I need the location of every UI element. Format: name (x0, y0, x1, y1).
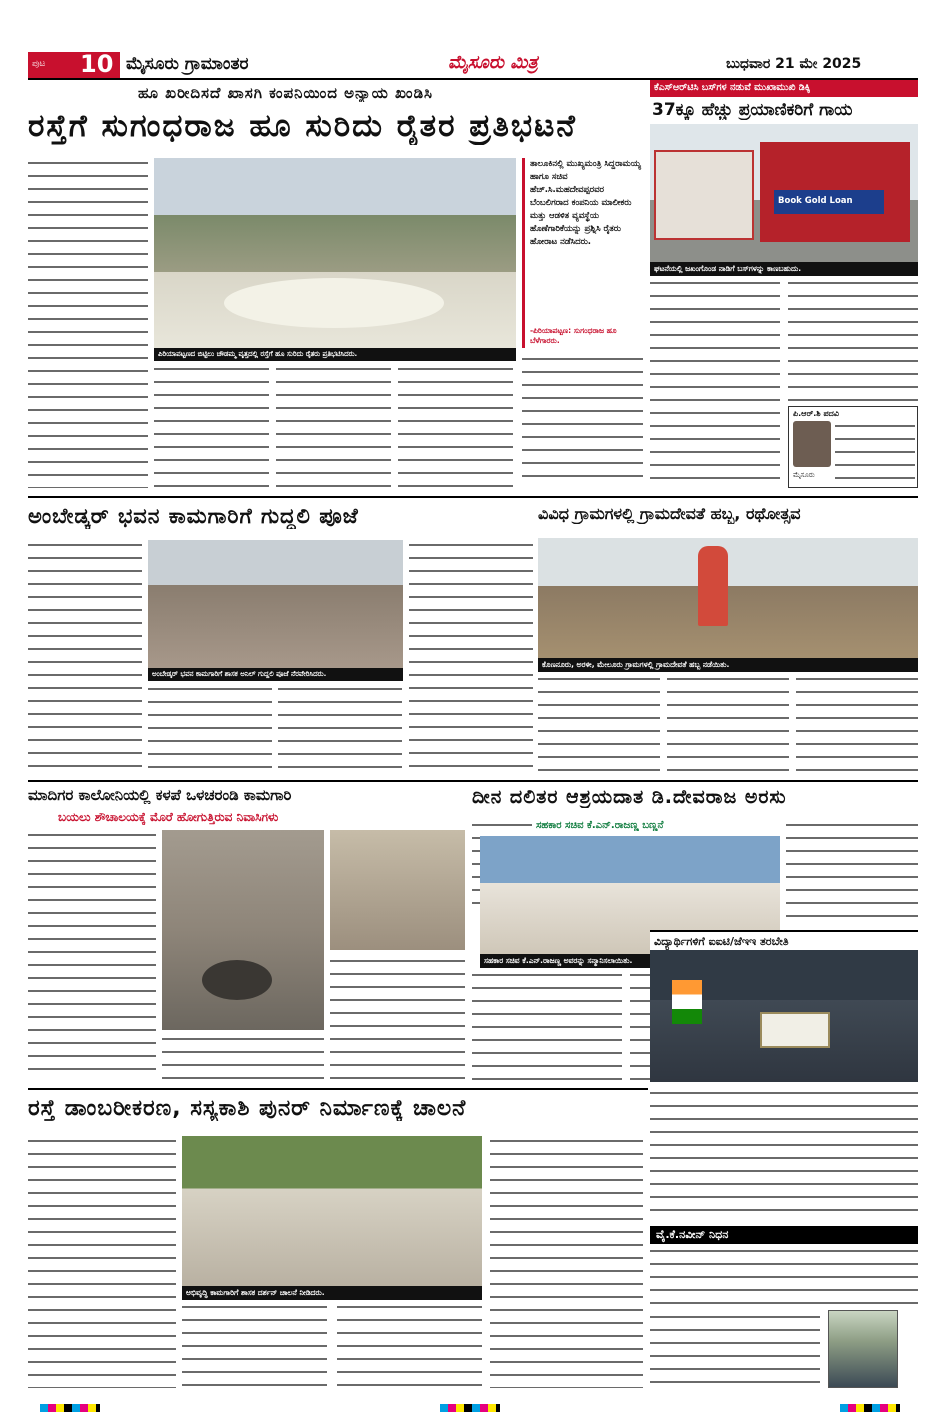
story1-headline: ರಸ್ತೆಗೆ ಸುಗಂಧರಾಜ ಹೂ ಸುರಿದು ರೈತರ ಪ್ರತಿಭಟನೆ (28, 108, 577, 144)
award-frame (760, 1012, 830, 1048)
story7-caption: ಅಭಿವೃದ್ಧಿ ಕಾಮಗಾರಿಗೆ ಶಾಸಕ ದರ್ಶನ್ ಚಾಲನೆ ನೀಡಿದರು. (182, 1286, 482, 1300)
story6-headline: ವಿದ್ಯಾರ್ಥಿಗಳಿಗೆ ಐಐಟಿ/ಜೆಇಇ ತರಬೇತಿ (650, 930, 918, 953)
story-drainage (28, 784, 465, 1084)
story3-photo (538, 538, 918, 658)
story7-body-col2 (182, 1302, 327, 1388)
story3-caption: ಕೊಣನೂರು, ಅರಳೀ, ಮೇಲೂರು ಗ್ರಾಮಗಳಲ್ಲಿ ಗ್ರಾಮದೇವತೆ ಹಬ್ಬ ನಡೆಯಿತು. (538, 658, 918, 672)
page-number: 10 (80, 50, 114, 78)
flower-heap (224, 278, 444, 328)
story4-photo2 (330, 830, 465, 950)
obituary1-portrait (793, 421, 831, 467)
story-ambedkar-bhavan (28, 500, 533, 776)
story-village-festivals (538, 500, 918, 776)
obituary1-box (788, 406, 918, 488)
story7-body-col4 (490, 1136, 643, 1388)
story1-body-col3 (276, 364, 391, 488)
story1-quote: ತಾಲೂಕಿನಲ್ಲಿ ಮುಖ್ಯಮಂತ್ರಿ ಸಿದ್ದರಾಮಯ್ಯ ಹಾಗೂ ಸಚಿವ ಹೆಚ್.ಸಿ.ಮಹದೇವಪ್ಪರವರ ಬೆಂಬಲಿಗರಾದ ಕಂಪನಿಯ ಮಾಲೀಕರು ಮತ್ತು ಆಡಳಿತ ವ್ಯವಸ್ಥೆಯ ಹೊಣೆಗಾರಿಕೆಯನ್ನು ಪ್ರಶ್ನಿಸಿ ರೈತರು ಹೋರಾಟ ನಡೆಸಿದರು. (530, 159, 641, 247)
bus-banner: Book Gold Loan (774, 190, 884, 214)
print-color-bar-center (440, 1404, 500, 1412)
story5-headline: ದೀನ ದಲಿತರ ಆಶ್ರಯದಾತ ಡಿ.ದೇವರಾಜ ಅರಸು (472, 786, 787, 808)
story6-photo (650, 950, 918, 1082)
chariot (698, 546, 728, 626)
story1-byline: -ಪಿರಿಯಾಪಟ್ಟಣ: ಸುಗಂಧರಾಜ ಹೂ ಬೆಳೆಗಾರರು. (530, 326, 617, 345)
story1-caption: ಪಿರಿಯಾಪಟ್ಟಣದ ಬಿಟ್ಟಿಲು ಚೌಡಮ್ಮ ವೃತ್ತದಲ್ಲಿ ರಸ್ತೆಗೆ ಹೂ ಸುರಿದು ರೈತರು ಪ್ರತಿಭಟಿಸಿದರು. (154, 348, 516, 361)
side-story-caption: ಘಟನೆಯಲ್ಲಿ ಜಖಂಗೊಂಡ ನಾಡಿಗೆ ಬಸ್‌ಗಳನ್ನು ಕಾಣಬಹುದು. (650, 262, 918, 276)
obituary1-subtitle: ಮೈಸೂರು (793, 471, 815, 479)
bus-left (654, 150, 754, 240)
story7-body-col3 (337, 1302, 482, 1388)
story4-body-col3 (162, 1034, 324, 1080)
story2-body-col4 (409, 540, 533, 772)
paper-name: ಮೈಸೂರು ಮಿತ್ರ (448, 52, 538, 73)
story2-caption: ಅಂಬೇಡ್ಕರ್ ಭವನ ಕಾಮಗಾರಿಗೆ ಶಾಸಕ ಅನಿಲ್ ಗುದ್ದಲಿ ಪೂಜೆ ನೆರವೇರಿಸಿದರು. (148, 668, 403, 681)
story4-headline: ಮಾದಿಗರ ಕಾಲೋನಿಯಲ್ಲಿ ಕಳಪೆ ಒಳಚರಂಡಿ ಕಾಮಗಾರಿ (28, 786, 292, 804)
section-rule-2 (28, 780, 918, 782)
section-rule-1 (28, 496, 918, 498)
obituary2-portrait (828, 1310, 898, 1388)
side-story-photo (650, 124, 918, 262)
obituary2-body (650, 1246, 918, 1308)
page-label: ಪುಟ (32, 59, 46, 69)
story4-body-col1 (28, 830, 156, 1080)
issue-date: ಬುಧವಾರ 21 ಮೇ 2025 (726, 56, 862, 72)
section-rule-3 (28, 1088, 648, 1090)
story4-photo (162, 830, 324, 1030)
manhole (202, 960, 272, 1000)
story7-body-col1 (28, 1136, 176, 1388)
side-story-body-col2 (788, 278, 918, 402)
story3-body-col3 (796, 674, 918, 772)
story2-headline: ಅಂಬೇಡ್ಕರ್ ಭವನ ಕಾಮಗಾರಿಗೆ ಗುದ್ದಲಿ ಪೂಜೆ (28, 504, 359, 528)
flag (672, 980, 702, 1024)
story1-body-col4 (398, 364, 513, 488)
story5-body-col2 (786, 820, 918, 926)
story-flower-protest (28, 80, 643, 492)
story2-photo (148, 540, 403, 668)
story-road-asphalting (28, 1092, 643, 1392)
story2-body-col2 (148, 684, 272, 772)
story5-caption: ಸಹಕಾರ ಸಚಿವ ಕೆ.ಎನ್.ರಾಜಣ್ಣ ಅವರನ್ನು ಸನ್ಮಾನಿಸಲಾಯಿತು. (480, 954, 780, 968)
story6-body (650, 1088, 918, 1216)
obituary1-name: ಪಿ.ಆರ್.ಶಿ ಪದವಿ (793, 409, 839, 418)
page-number-box (28, 52, 120, 78)
side-story-headline: 37ಕ್ಕೂ ಹೆಚ್ಚು ಪ್ರಯಾಣಿಕರಿಗೆ ಗಾಯ (652, 100, 853, 120)
story1-photo (154, 158, 516, 348)
story1-body-col2 (154, 364, 269, 488)
story1-kicker: ಹೂ ಖರೀದಿಸದೆ ಖಾಸಗಿ ಕಂಪನಿಯಿಂದ ಅನ್ಯಾಯ ಖಂಡಿಸಿ (138, 84, 433, 102)
print-color-bar-right (840, 1404, 900, 1412)
side-story-kicker: ಕೆಎಸ್‌ಆರ್‌ಟಿಸಿ ಬಸ್‌ಗಳ ನಡುವೆ ಮುಖಾಮುಖಿ ಡಿಕ್ಕಿ (650, 80, 918, 97)
story5-body-col3 (472, 970, 622, 1080)
obituary2-name: ವೈ.ಕೆ.ನವೀನ್ ನಿಧನ (650, 1226, 918, 1244)
story1-body-col1 (28, 158, 148, 488)
story2-body-col1 (28, 540, 142, 772)
masthead (28, 52, 918, 78)
side-story-body-col1 (650, 278, 780, 488)
story3-headline: ವಿವಿಧ ಗ್ರಾಮಗಳಲ್ಲಿ ಗ್ರಾಮದೇವತೆ ಹಬ್ಬ, ರಥೋತ್ಸವ (538, 504, 801, 523)
story1-quote-box (522, 158, 643, 348)
obituary1-body (835, 421, 915, 483)
story1-body-col5 (522, 354, 643, 488)
obituary2-box (650, 1224, 918, 1392)
story4-subhead: ಬಯಲು ಶೌಚಾಲಯಕ್ಕೆ ಮೊರೆ ಹೋಗುತ್ತಿರುವ ನಿವಾಸಿಗಳು (58, 810, 279, 824)
story7-photo (182, 1136, 482, 1286)
story-iit-training (650, 930, 918, 1220)
story3-body-col1 (538, 674, 660, 772)
story4-body-col2 (330, 956, 465, 1080)
story5-subhead: ಸಹಕಾರ ಸಚಿವ ಕೆ.ಎನ್.ರಾಜಣ್ಣ ಬಣ್ಣನೆ (532, 820, 667, 831)
obituary2-body2 (650, 1312, 820, 1388)
section-title: ಮೈಸೂರು ಗ್ರಾಮಾಂತರ (126, 54, 249, 74)
story3-body-col2 (667, 674, 789, 772)
story-bus-accident (650, 80, 918, 492)
print-color-bar-left (40, 1404, 100, 1412)
story2-body-col3 (278, 684, 402, 772)
story7-headline: ರಸ್ತೆ ಡಾಂಬರೀಕರಣ, ಸಸ್ಯಕಾಶಿ ಪುನರ್ ನಿರ್ಮಾಣಕ್ಕೆ ಚಾಲನೆ (28, 1096, 467, 1121)
